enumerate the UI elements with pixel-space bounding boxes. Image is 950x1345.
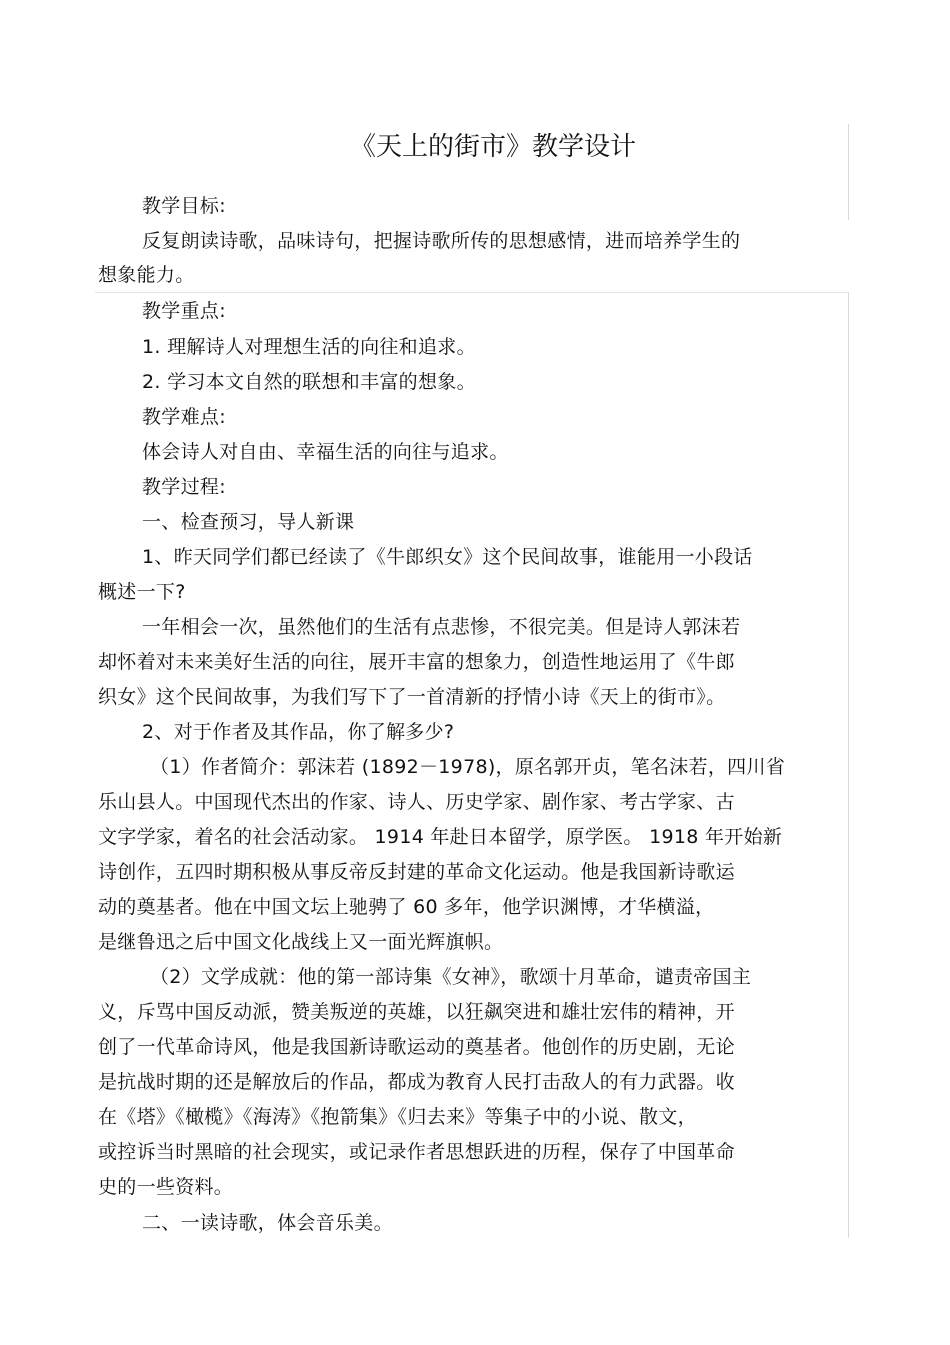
section-heading-difficulties: 教学难点: [142, 406, 226, 428]
paragraph-line: 在《塔》《橄榄》《海涛》《抱箭集》《归去来》等集子中的小说、散文， [98, 1106, 697, 1128]
paragraph-line: 史的一些资料。 [98, 1176, 234, 1198]
paragraph-line: 反复朗读诗歌，品味诗句，把握诗歌所传的思想感情，进而培养学生的 [142, 230, 741, 252]
list-item: 1. 理解诗人对理想生活的向往和追求。 [142, 336, 476, 358]
document-title: 《天上的街市》教学设计 [349, 132, 636, 162]
paragraph-line: 是抗战时期的还是解放后的作品，都成为教育人民打击敌人的有力武器。收 [98, 1071, 735, 1093]
paragraph-line: 乐山县人。中国现代杰出的作家、诗人、历史学家、剧作家、考古学家、古 [98, 791, 735, 813]
paragraph-line: 2、对于作者及其作品，你了解多少? [142, 721, 455, 743]
paragraph-line: 或控诉当时黑暗的社会现实，或记录作者思想跃进的历程，保存了中国革命 [98, 1141, 735, 1163]
paragraph-line: 文字学家，着名的社会活动家。 1914 年赴日本留学，原学医。 1918 年开始新 [98, 826, 783, 848]
section-heading-process: 教学过程: [142, 476, 226, 498]
section-heading-key-points: 教学重点: [142, 300, 226, 322]
paragraph-line: 织女》这个民间故事，为我们写下了一首清新的抒情小诗《天上的街市》。 [98, 686, 726, 708]
paragraph-line: 概述一下? [98, 581, 186, 603]
paragraph-line: 体会诗人对自由、幸福生活的向往与追求。 [142, 441, 509, 463]
paragraph-line: （2）文学成就：他的第一部诗集《女神》，歌颂十月革命，谴责帝国主 [150, 966, 752, 988]
paragraph-line: 创了一代革命诗风，他是我国新诗歌运动的奠基者。他创作的历史剧，无论 [98, 1036, 735, 1058]
paragraph-line: 1、昨天同学们都已经读了《牛郎织女》这个民间故事，谁能用一小段话 [142, 546, 753, 568]
paragraph-line: 却怀着对未来美好生活的向往，展开丰富的想象力，创造性地运用了《牛郎 [98, 651, 735, 673]
paragraph-line: （1）作者简介：郭沫若 (1892－1978)，原名郭开贞，笔名沫若，四川省 [150, 756, 786, 778]
paragraph-line: 诗创作，五四时期积极从事反帝反封建的革命文化运动。他是我国新诗歌运 [98, 861, 735, 883]
paragraph-line: 义，斥骂中国反动派，赞美叛逆的英雄，以狂飙突进和雄壮宏伟的精神，开 [98, 1001, 735, 1023]
margin-rule [848, 293, 849, 1238]
paragraph-line: 一年相会一次，虽然他们的生活有点悲惨，不很完美。但是诗人郭沫若 [142, 616, 741, 638]
section-heading-objectives: 教学目标: [142, 195, 226, 217]
subsection-heading: 二、一读诗歌，体会音乐美。 [142, 1212, 393, 1234]
paragraph-line: 是继鲁迅之后中国文化战线上又一面光辉旗帜。 [98, 931, 504, 953]
paragraph-line: 动的奠基者。他在中国文坛上驰骋了 60 多年，他学识渊博，才华横溢， [98, 896, 715, 918]
subsection-heading: 一、检查预习，导人新课 [142, 511, 355, 533]
paragraph-line: 想象能力。 [98, 264, 195, 286]
list-item: 2. 学习本文自然的联想和丰富的想象。 [142, 371, 476, 393]
divider-rule [95, 292, 849, 293]
